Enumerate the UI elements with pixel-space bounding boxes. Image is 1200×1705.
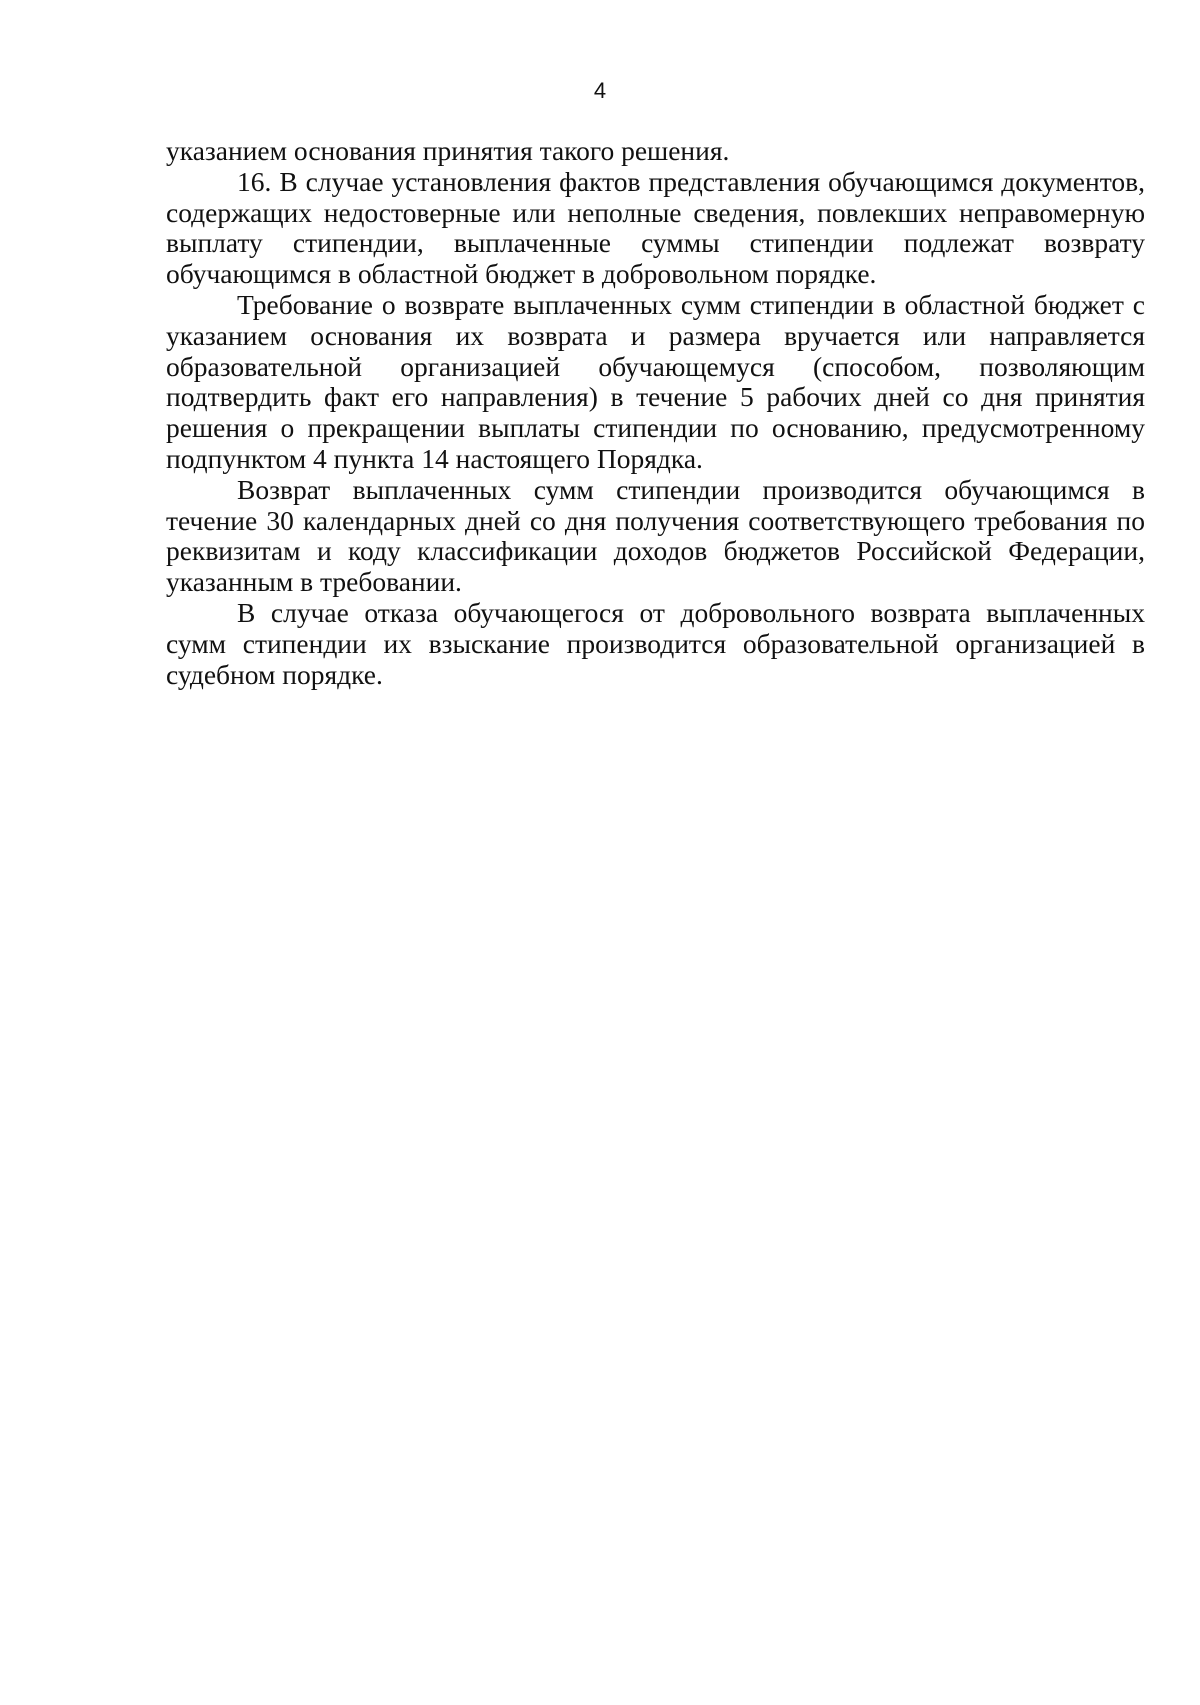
document-body: [166, 136, 1145, 690]
paragraph-refund-demand: Требование о возврате выплаченных сумм стипендии в областной бюджет с указанием основания их возврата и размера вручается или направляется образовательной организацией обучающемуся (способом, позволяющим подтвердить факт его направления) в течение 5 рабочих дней со дня принятия решения о прекращении выплаты стипендии по основанию, предусмотренному подпунктом 4 пункта 14 настоящего Порядка.: [166, 288, 1145, 474]
page-number: 4: [593, 78, 607, 103]
paragraph-refund-term: Возврат выплаченных сумм стипендии производится обучающимся в течение 30 календарных дней со дня получения соответствующего требования по реквизитам и коду классификации доходов бюджетов Российской Федерации, указанным в требовании.: [166, 473, 1145, 598]
paragraph-continuation: указанием основания принятия такого решения.: [166, 135, 730, 166]
paragraph-judicial-recovery: В случае отказа обучающегося от добровольного возврата выплаченных сумм стипендии их взыскание производится образовательной организацией в судебном порядке.: [166, 596, 1145, 690]
paragraph-item-16: 16. В случае установления фактов представления обучающимся документов, содержащих недостоверные или неполные сведения, повлекших неправомерную выплату стипендии, выплаченные суммы стипендии подлежат возврату обучающимся в областной бюджет в добровольном порядке.: [166, 165, 1145, 290]
